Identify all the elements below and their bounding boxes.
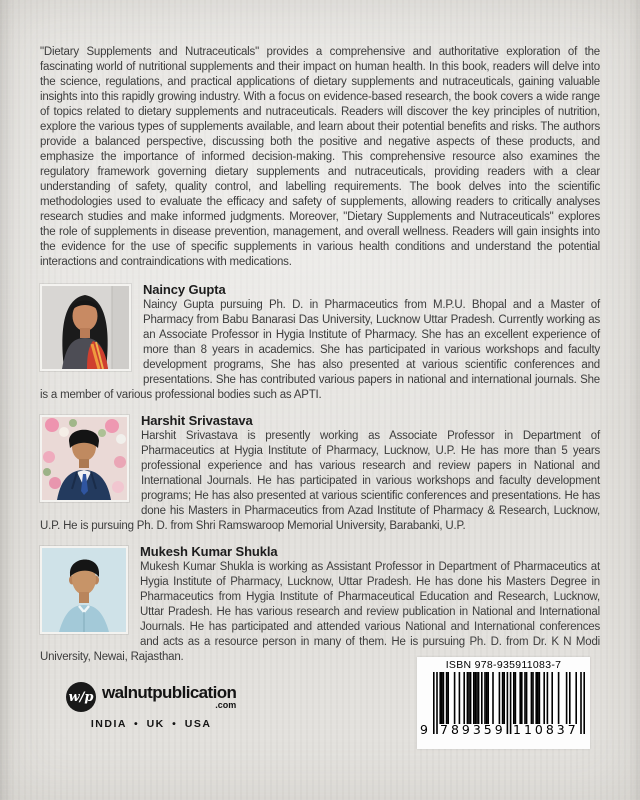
author-bio: Naincy Gupta pursuing Ph. D. in Pharmaceutics from M.P.U. Bhopal and a Master of Pharmacy from Babu Banarasi Das University, Lucknow Uttar Pradesh. Currently working as an Associate Professor in Hygia Institute of Pharmacy. She has an excellent experience of more than 8 years in academics. She has participated in various workshops and faculty development programs, She has also presented at various scientific conferences and presentations. She has contributed various papers in national and international journals. She is a member of various professional bodies such as APTI. <box>40 299 600 401</box>
back-cover-content <box>40 45 600 675</box>
portrait-man-suit-icon <box>42 417 127 500</box>
author-name: Harshit Srivastava <box>141 413 253 428</box>
author-photo-mukesh-kumar-shukla <box>40 546 128 634</box>
author-photo-harshit-srivastava <box>40 415 129 502</box>
author-name: Naincy Gupta <box>143 282 226 297</box>
isbn-digit-group: 9 <box>420 722 428 737</box>
author-section-naincy-gupta <box>40 282 600 403</box>
barcode-bars <box>419 672 588 737</box>
publisher-domain: .com <box>215 700 237 710</box>
monogram-text: w/p <box>68 689 94 705</box>
walnut-publication-monogram-icon <box>66 682 96 712</box>
author-section-harshit-srivastava <box>40 413 600 534</box>
book-description: "Dietary Supplements and Nutraceuticals" provides a comprehensive and authoritative exploration of the fascinating world of nutritional supplements and their impact on human health. In this book, readers will delve into the science, regulations, and practical applications of dietary supplements and nutraceuticals, gaining valuable insights into this rapidly growing industry. With a focus on evidence-based research, the book covers a wide range of topics related to dietary supplements and nutraceuticals. Readers will discover the key principles of nutrition, explore the various types of supplements available, and learn about their potential benefits and risks. The authors provide a balanced perspective, discussing both the positive and negative aspects of these products, and emphasize the importance of informed decision-making. This comprehensive resource also examines the regulatory framework governing dietary supplements and nutraceuticals, providing readers with a clear understanding of safety, quality control, and labelling requirements. The book delves into the scientific methodologies used to evaluate the efficacy and safety of supplements, allowing readers to critically analyses research studies and make informed judgments. Moreover, "Dietary Supplements and Nutraceuticals" explores the role of supplements in disease prevention, management, and overall wellness. Readers will gain insights into the evidence for the use of specific supplements in various health conditions and understand the potential interactions and contraindications with medications. <box>40 46 600 268</box>
author-section-mukesh-kumar-shukla <box>40 544 600 665</box>
isbn-label: ISBN 978-935911083-7 <box>445 659 562 671</box>
author-bio: Harshit Srivastava is presently working as Associate Professor in Department of Pharmaceutics at Hygia Institute of Pharmacy, Lucknow, U.P. He has more than 5 years professional experience and has various research and review papers in National and International Journals. He has participated in various workshops and faculty development programs; He has also presented at various scientific conferences and presentations. He has done his Masters in Pharmaceutics from Azad Institute of Pharmacy & Research, Lucknow, U.P. He is pursuing Ph. D. from Shri Ramswaroop Memorial University, Barabanki, U.P. <box>40 430 600 532</box>
isbn-digit-group: 110837 <box>513 722 579 737</box>
author-bio: Mukesh Kumar Shukla is working as Assistant Professor in Department of Pharmaceutics at Hygia Institute of Pharmacy, Lucknow, Uttar Pradesh. He has done his Masters Degree in Pharmaceutics from Hygia Institute of Pharmaceutical Education and Research, Lucknow, Uttar Pradesh. He has various research and review publication in National and International Journals. He has participated and attended various National and International conferences and acts as a resource person in many of them. He is pursuing Ph. D. from Dr. K N Modi University, Newai, Rajasthan. <box>40 561 600 663</box>
isbn-digits <box>419 723 588 737</box>
publisher-countries: INDIA • UK • USA <box>90 718 212 730</box>
author-photo-naincy-gupta <box>40 284 131 371</box>
isbn-digit-group: 789359 <box>440 722 506 737</box>
publisher-name: walnutpublication <box>102 683 237 702</box>
publisher-logo <box>66 682 236 730</box>
portrait-woman-icon <box>42 286 129 369</box>
portrait-young-man-icon <box>42 548 126 632</box>
author-name: Mukesh Kumar Shukla <box>140 544 278 559</box>
isbn-barcode-panel <box>417 657 590 749</box>
